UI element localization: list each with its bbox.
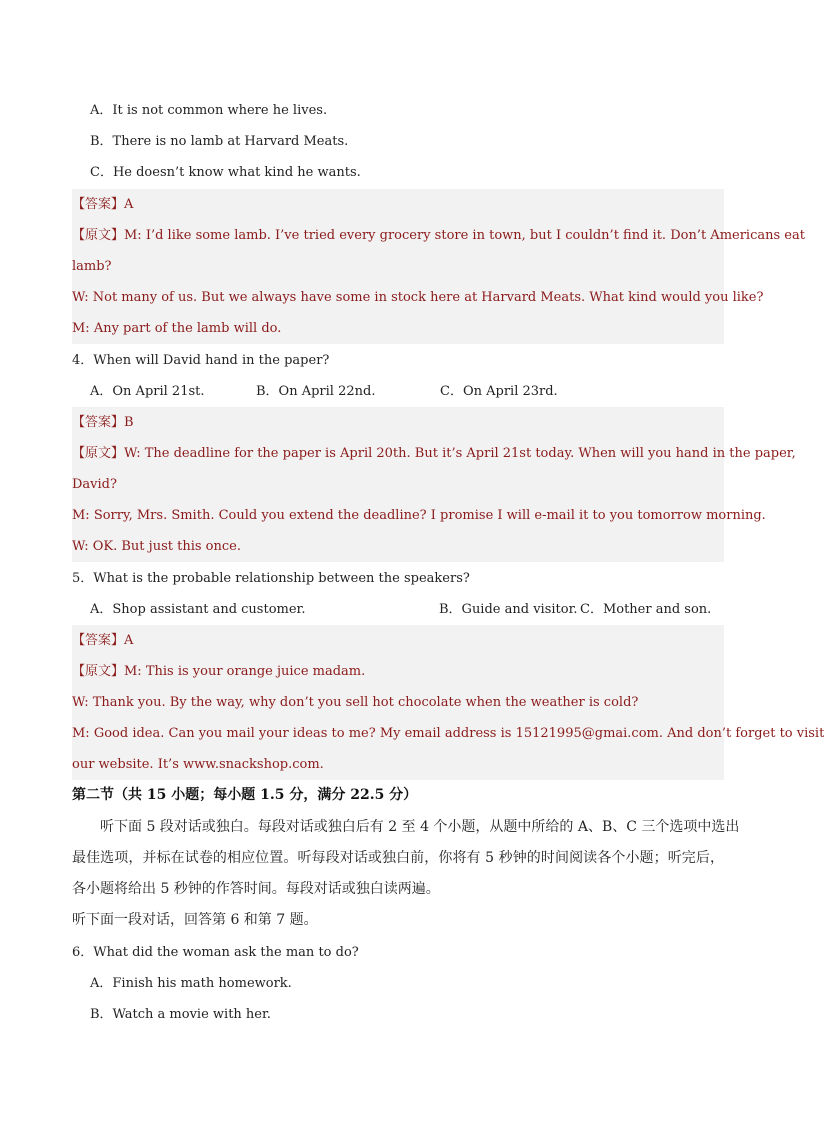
q5-option-b[interactable]: B．Guide and visitor. (439, 602, 578, 617)
section2-instructions-line: 各小题将给出 5 秒钟的作答时间。每段对话或独白读两遍。 (72, 881, 440, 897)
q6-question: 6．What did the woman ask the man to do? (72, 945, 359, 960)
q4-options-row (90, 376, 724, 407)
q4-option-c[interactable]: C．On April 23rd. (440, 384, 558, 399)
q4-transcript-line: David? (72, 469, 724, 500)
q4-transcript-line: 【原文】W: The deadline for the paper is April 20th. But it’s April 21st today. When will you hand in the paper, (72, 438, 724, 469)
q4-transcript-line: M: Sorry, Mrs. Smith. Could you extend the deadline? I promise I will e-mail it to you tomorrow morning. (72, 500, 724, 531)
q6-option-a[interactable]: A．Finish his math homework. (90, 976, 292, 991)
q5-question: 5．What is the probable relationship between the speakers? (72, 571, 470, 586)
q4-transcript-line: W: OK. But just this once. (72, 531, 724, 562)
q5-answer: 【答案】A (72, 625, 724, 656)
q5-transcript-line: our website. It’s www.snackshop.com. (72, 749, 724, 780)
section2-sub-instruction: 听下面一段对话，回答第 6 和第 7 题。 (72, 912, 318, 928)
q4-option-b[interactable]: B．On April 22nd. (256, 384, 376, 399)
q5-options-row (90, 594, 724, 625)
q5-transcript-line: M: Good idea. Can you mail your ideas to me? My email address is 15121995@gmai.com. And don’t forget to visit (72, 718, 724, 749)
q3-option-c[interactable]: C．He doesn’t know what kind he wants. (90, 165, 361, 180)
q3-transcript-line: 【原文】M: I’d like some lamb. I’ve tried every grocery store in town, but I couldn’t find it. Don’t Americans eat (72, 220, 724, 251)
q3-answer: 【答案】A (72, 189, 724, 220)
q3-option-b[interactable]: B．There is no lamb at Harvard Meats. (90, 134, 349, 149)
section2-instructions-line: 最佳选项，并标在试卷的相应位置。听每段对话或独白前，你将有 5 秒钟的时间阅读各个小题；听完后， (72, 850, 724, 866)
q3-transcript-line: M: Any part of the lamb will do. (72, 313, 724, 344)
q3-option-a[interactable]: A．It is not common where he lives. (90, 103, 328, 118)
q5-option-a[interactable]: A．Shop assistant and customer. (90, 602, 306, 617)
q4-answer: 【答案】B (72, 407, 724, 438)
q3-transcript-line: lamb? (72, 251, 724, 282)
q4-question: 4．When will David hand in the paper? (72, 353, 330, 368)
q5-transcript-line: 【原文】M: This is your orange juice madam. (72, 656, 724, 687)
section2-heading: 第二节（共 15 小题；每小题 1.5 分，满分 22.5 分） (72, 787, 418, 803)
section2-instructions-line: 听下面 5 段对话或独白。每段对话或独白后有 2 至 4 个小题，从题中所给的 A、B、C 三个选项中选出 (100, 819, 740, 835)
q3-transcript-line: W: Not many of us. But we always have some in stock here at Harvard Meats. What kind would you like? (72, 282, 724, 313)
q6-option-b[interactable]: B．Watch a movie with her. (90, 1007, 271, 1022)
q4-option-a[interactable]: A．On April 21st. (90, 384, 205, 399)
q5-transcript-line: W: Thank you. By the way, why don’t you sell hot chocolate when the weather is cold? (72, 687, 724, 718)
q5-option-c[interactable]: C．Mother and son. (580, 602, 712, 617)
